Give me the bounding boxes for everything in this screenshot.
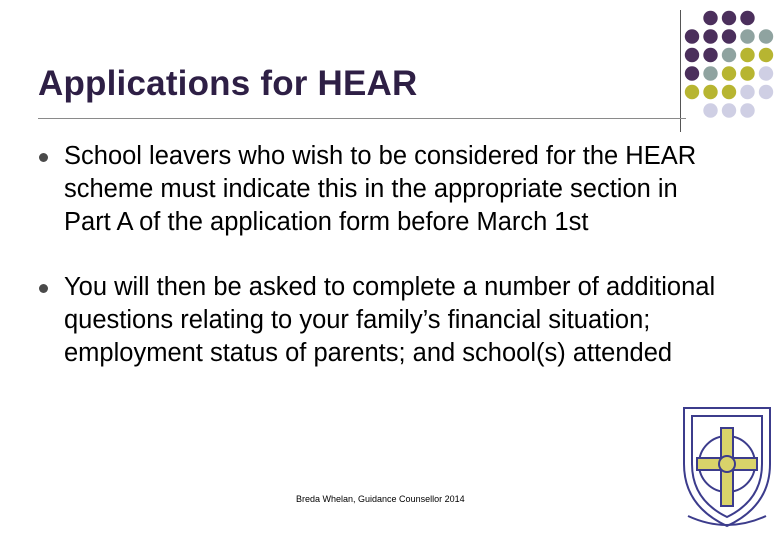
decorative-dot — [703, 29, 717, 43]
decorative-dot — [740, 103, 754, 117]
decorative-dot — [759, 29, 773, 43]
decorative-dot — [685, 48, 699, 62]
decorative-dot — [703, 103, 717, 117]
decorative-dot — [703, 11, 717, 25]
bullet-item — [38, 271, 728, 370]
decorative-dot — [759, 85, 773, 99]
decorative-dot — [722, 48, 736, 62]
slide-footer: Breda Whelan, Guidance Counsellor 2014 — [296, 494, 465, 504]
decorative-dot — [740, 11, 754, 25]
decorative-dot — [740, 66, 754, 80]
bullet-text: You will then be asked to complete a number of additional questions relating to your family’s financial situation; employment status of parents; and school(s) attended — [64, 273, 716, 367]
decorative-dot — [722, 85, 736, 99]
decorative-dot — [703, 48, 717, 62]
decorative-dot — [703, 85, 717, 99]
bullet-item — [38, 140, 728, 239]
slide-title: Applications for HEAR — [38, 64, 418, 103]
decorative-dot — [685, 85, 699, 99]
decorative-dot — [740, 85, 754, 99]
title-divider — [38, 118, 686, 119]
vertical-divider — [680, 10, 681, 132]
decorative-dot — [722, 103, 736, 117]
bullet-text: School leavers who wish to be considered for the HEAR scheme must indicate this in the appropriate section in Part A of the application form before March 1st — [64, 142, 697, 236]
bullet-list — [38, 140, 728, 370]
school-crest-icon — [672, 402, 780, 530]
decorative-dot — [685, 66, 699, 80]
decorative-dot — [759, 66, 773, 80]
decorative-dot — [759, 48, 773, 62]
decorative-dot — [685, 29, 699, 43]
decorative-dot — [740, 48, 754, 62]
decorative-dot — [722, 11, 736, 25]
decorative-dot — [740, 29, 754, 43]
decorative-dot — [703, 66, 717, 80]
bullet-marker — [39, 153, 48, 162]
bullet-marker — [39, 284, 48, 293]
decorative-dot — [722, 29, 736, 43]
decorative-dot — [722, 66, 736, 80]
